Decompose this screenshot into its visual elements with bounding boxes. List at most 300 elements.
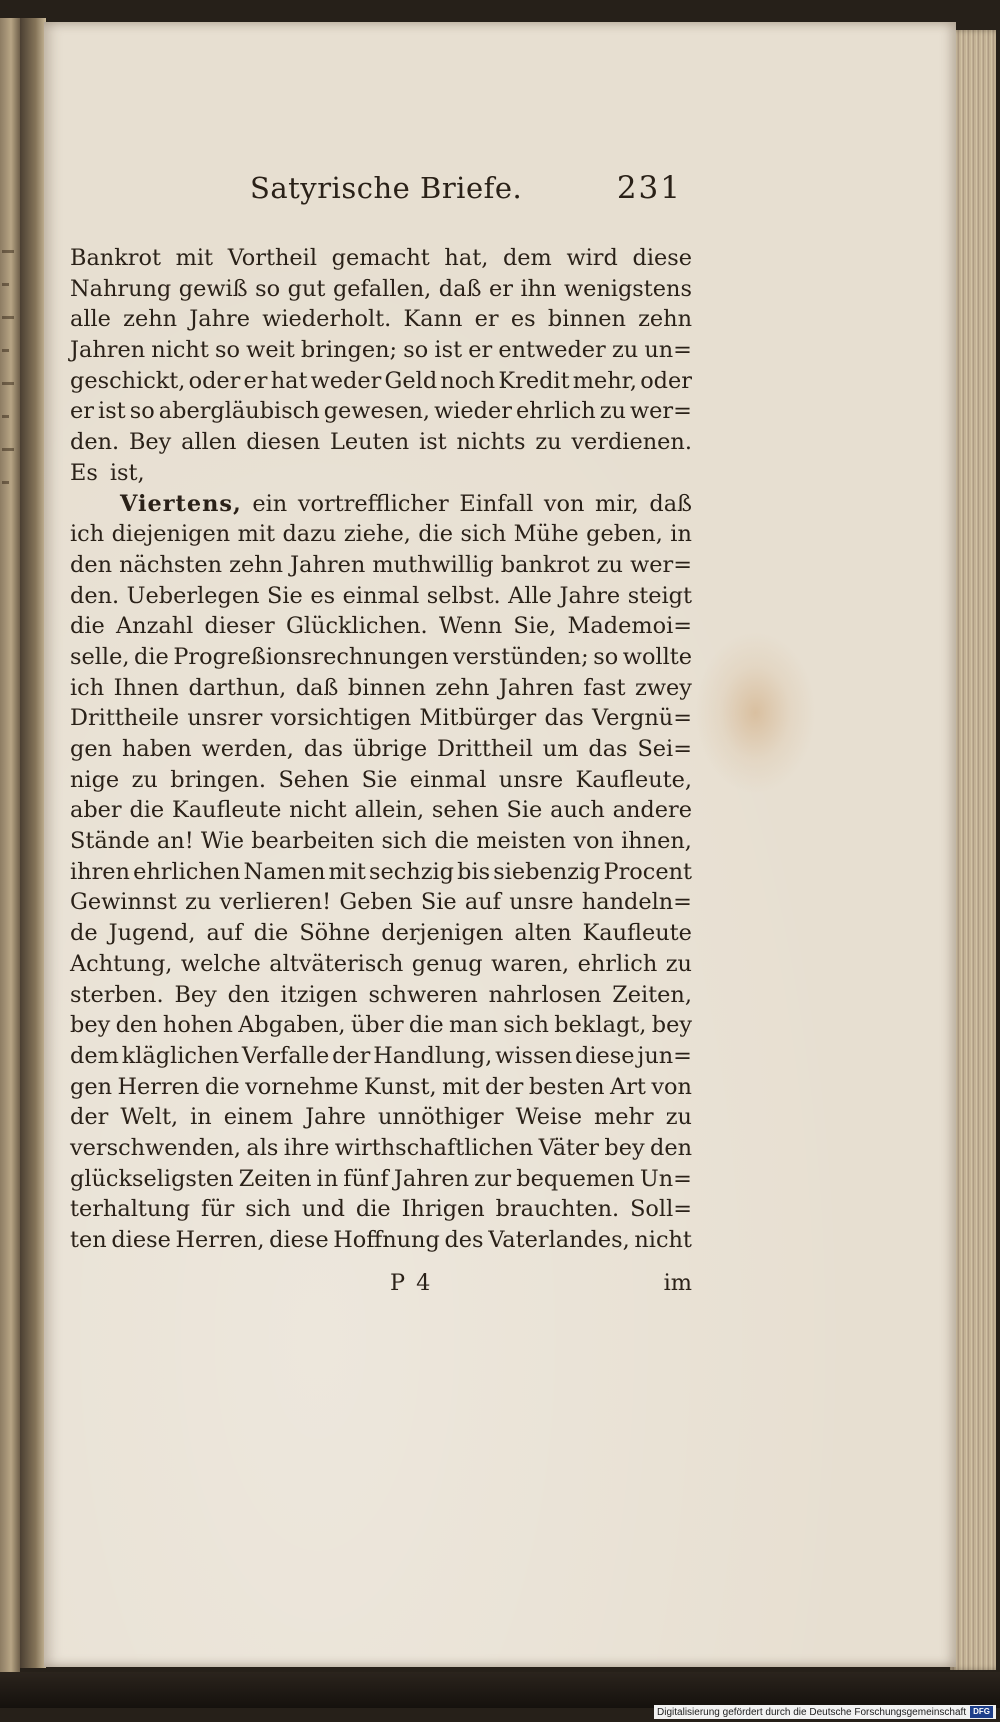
word: bis (457, 858, 491, 885)
word: Wie (200, 828, 244, 855)
word: ist (434, 337, 463, 364)
word: dieser (204, 613, 275, 640)
word: Drittheil (437, 736, 533, 762)
word: ein (252, 490, 288, 517)
word: Sie (506, 797, 543, 824)
word: Herren, (175, 1227, 265, 1253)
word: auch (550, 797, 605, 824)
word: wissen (495, 1042, 573, 1069)
word: haben (121, 736, 192, 762)
word: genug (411, 950, 483, 977)
word: in (670, 521, 692, 548)
word: gewiß (178, 275, 248, 302)
word: den. (70, 429, 120, 456)
page-edge-stack (950, 30, 996, 1670)
word: Mühe (513, 521, 579, 548)
word: übrige (352, 736, 428, 762)
word: Ihnen (113, 674, 179, 701)
word: meisten (476, 828, 567, 855)
word: das (544, 705, 584, 732)
word: beklagt, (554, 1012, 647, 1039)
text-line (70, 673, 692, 704)
word: Procent (603, 858, 692, 885)
word: Kaufleute (171, 797, 282, 824)
word: diese (575, 1042, 635, 1069)
word: so (403, 337, 429, 364)
word: brauchten. (495, 1196, 620, 1223)
word: zwey (635, 674, 692, 701)
dfg-logo: DFG (970, 1706, 993, 1718)
word: ehrlich (516, 398, 596, 425)
word: er (474, 306, 499, 333)
word: Jahren (393, 1165, 469, 1192)
running-title: Satyrische Briefe. (250, 171, 523, 205)
word: zehn (123, 306, 178, 333)
text-line (70, 519, 692, 550)
text-line (70, 335, 692, 366)
word: in (190, 1104, 212, 1131)
word: un= (644, 337, 692, 364)
text-line (70, 1194, 692, 1225)
word: Kunst, (363, 1073, 437, 1100)
word: der (70, 1104, 109, 1131)
word: entweder (498, 337, 606, 364)
text-line (70, 489, 692, 520)
word: nichts (456, 429, 526, 456)
word: Handlung, (373, 1042, 493, 1069)
word: Progreßionsrechnungen (173, 643, 449, 670)
text-line (70, 427, 692, 458)
facing-page-marks (2, 250, 20, 514)
word: Jahren (498, 674, 574, 701)
word: binnen (347, 674, 426, 701)
word: glückseligsten (70, 1165, 234, 1192)
word: Drittheile (70, 705, 180, 732)
scanner-bottom-band (0, 1672, 1000, 1708)
word: Sie, (513, 613, 557, 640)
word: handeln= (581, 889, 692, 916)
text-line (70, 1164, 692, 1195)
page-footer (70, 1270, 692, 1302)
word: itzigen (280, 981, 358, 1008)
signature-mark: P 4 (390, 1270, 433, 1296)
word: so (593, 643, 619, 670)
word: an! (156, 828, 194, 855)
word: um (542, 736, 579, 762)
word: verstünden; (453, 643, 589, 670)
word: Vortheil (227, 245, 317, 271)
word: geschickt, (70, 367, 186, 394)
word: selle, (70, 643, 130, 670)
word: sich (381, 828, 428, 855)
word: zehn (435, 674, 490, 701)
word: Gewinnst (70, 889, 177, 916)
word: nige (70, 766, 120, 793)
word: zehn (229, 551, 284, 578)
word: welche (180, 950, 261, 977)
word: Zeiten (238, 1165, 312, 1192)
text-line (70, 765, 692, 796)
word: ihn (520, 275, 557, 302)
word: der (332, 1042, 371, 1069)
word: hat, (444, 245, 489, 271)
word: Mademoi= (567, 613, 692, 640)
word: so (215, 337, 240, 364)
word: Jahre (189, 306, 250, 333)
text-line (70, 396, 692, 427)
word: zu (611, 337, 639, 364)
word: Kredit (498, 367, 570, 394)
word: mit (328, 858, 366, 885)
word: die (129, 797, 165, 824)
word: das (588, 736, 628, 762)
word: diejenigen (111, 521, 231, 548)
word: Abgaben, (238, 1012, 346, 1039)
word: geben, (586, 521, 663, 548)
text-line (70, 304, 692, 335)
word: Bankrot (70, 245, 161, 271)
word: diese (269, 1227, 329, 1253)
word: selbst. (426, 582, 501, 609)
word: jun= (637, 1042, 692, 1069)
word: des (444, 1227, 484, 1253)
text-line (70, 1010, 692, 1041)
word: zu (599, 398, 626, 425)
word: er (70, 398, 94, 425)
word: allein, (354, 797, 425, 824)
scan-credit-text: Digitalisierung gefördert durch die Deutsche Forschungsgemeinschaft (657, 1706, 967, 1718)
word: einmal (342, 582, 420, 609)
word: die (70, 613, 105, 640)
word: den (227, 981, 270, 1008)
word: derjenigen (381, 920, 504, 947)
word: Leuten (330, 429, 410, 456)
word: ehrlichen (133, 858, 241, 885)
word: nicht (289, 797, 347, 824)
word: zu (535, 429, 562, 456)
word: sterben. (70, 981, 164, 1008)
body-text (70, 243, 692, 1256)
word: nicht (634, 1227, 692, 1253)
word: einem (223, 1104, 294, 1131)
word: Kaufleute, (575, 766, 692, 793)
word: kläglichen (121, 1042, 240, 1069)
word: Sie (267, 582, 303, 609)
word: fast (583, 674, 626, 701)
word: ziehe, (343, 521, 411, 548)
word: besten (528, 1073, 605, 1100)
text-line (70, 1041, 692, 1072)
word: fünf (343, 1165, 389, 1192)
word: sich (503, 1012, 549, 1039)
word: man (449, 1012, 499, 1039)
word: so (255, 275, 281, 302)
word: Verfalle (241, 1042, 330, 1069)
text-line (70, 980, 692, 1011)
word: diesen (246, 429, 321, 456)
word: ehrlich (577, 950, 658, 977)
word: terhaltung (70, 1196, 191, 1223)
text-line (70, 887, 692, 918)
word: das (303, 736, 343, 762)
word: so (129, 398, 155, 425)
word: Welt, (120, 1104, 179, 1131)
word: unsrer (187, 705, 263, 732)
scan-credit (654, 1705, 996, 1719)
word: Jugend, (108, 920, 196, 947)
word: die (418, 521, 454, 548)
word: der (485, 1073, 524, 1100)
word: daß (649, 490, 692, 517)
word: schweren (368, 981, 478, 1008)
word: von (651, 1073, 692, 1100)
word: weit (246, 337, 295, 364)
word: hohen (162, 1012, 233, 1039)
word: die (355, 1196, 391, 1223)
word: bey (651, 1012, 692, 1039)
word: verlieren! (219, 889, 332, 916)
word: gefallen, (332, 275, 432, 302)
word: Achtung, (70, 950, 173, 977)
word: Vergnü= (591, 705, 692, 732)
word: steigt (627, 582, 692, 609)
text-line (70, 1072, 692, 1103)
word: auf (464, 889, 501, 916)
word: allen (181, 429, 237, 456)
text-line (70, 949, 692, 980)
word: daß (438, 275, 482, 302)
catchword: im (663, 1270, 692, 1296)
text-line (70, 642, 692, 673)
word: gen (70, 1073, 113, 1100)
word: wer= (630, 398, 692, 425)
word: gemacht (331, 245, 430, 271)
word: den. (70, 582, 120, 609)
word: siebenzig (493, 858, 601, 885)
word: wenigstens (563, 275, 692, 302)
word: sehen (431, 797, 499, 824)
word: dem (70, 1042, 119, 1069)
word: Un= (639, 1165, 692, 1192)
word: Geben (339, 889, 413, 916)
word: alten (514, 920, 572, 947)
word: wieder (434, 398, 512, 425)
text-line (70, 918, 692, 949)
word: den (70, 551, 113, 578)
word: ist (419, 429, 447, 456)
word: nahrlosen (488, 981, 602, 1008)
word: darthun, (188, 674, 287, 701)
text-line (70, 366, 692, 397)
word: wiederholt. (262, 306, 392, 333)
text-line (70, 243, 692, 274)
word: einmal (409, 766, 487, 793)
word: Geld (384, 367, 438, 394)
word: Namen (243, 858, 326, 885)
word: Glücklichen. (285, 613, 428, 640)
word: mit (442, 1073, 480, 1100)
word: den (115, 1012, 158, 1039)
word: mir, (595, 490, 639, 517)
word: mit (237, 521, 275, 548)
word: diese (632, 245, 692, 271)
word: als (246, 1134, 279, 1161)
word: sechzig (369, 858, 454, 885)
word: für (200, 1196, 235, 1223)
text-line (70, 734, 692, 765)
text-line (70, 1225, 692, 1256)
word: ihren (70, 858, 130, 885)
word: Mitbürger (419, 705, 537, 732)
word: Zeiten, (612, 981, 692, 1008)
word: Jahre (559, 582, 621, 609)
text-line (70, 826, 692, 857)
word: hat (270, 367, 308, 394)
word: Sei= (637, 736, 692, 762)
word: zu (665, 1104, 692, 1131)
page-header (250, 170, 682, 210)
word: Hoffnung (333, 1227, 440, 1253)
word: von (573, 828, 614, 855)
word: vorsichtigen (270, 705, 412, 732)
word: noch (440, 367, 496, 394)
word: weder (310, 367, 382, 394)
word: unnöthiger (377, 1104, 504, 1131)
word: sich (245, 1196, 291, 1223)
text-line (70, 581, 692, 612)
word: er (488, 275, 513, 302)
word: Soll= (630, 1196, 692, 1223)
word: ihre (283, 1134, 330, 1161)
word: die (253, 920, 289, 947)
word: die (434, 828, 470, 855)
word: die (134, 643, 169, 670)
word: bequemen (516, 1165, 635, 1192)
binding-gutter (20, 18, 46, 1668)
text-line (70, 274, 692, 305)
word: Sie (361, 766, 398, 793)
word: es (510, 306, 536, 333)
page-number: 231 (616, 170, 682, 206)
word: Art (610, 1073, 646, 1100)
word: Einfall (459, 490, 534, 517)
text-line (70, 611, 692, 642)
text-line (70, 1133, 692, 1164)
word: in (316, 1165, 339, 1192)
word: binnen (547, 306, 626, 333)
word: Weise (515, 1104, 582, 1131)
word: bearbeiten (251, 828, 375, 855)
word: Stände (70, 828, 150, 855)
word: er (243, 367, 268, 394)
word: Bey (174, 981, 217, 1008)
word: abergläubisch (158, 398, 320, 425)
word: dem (502, 245, 552, 271)
word: Ueberlegen (126, 582, 260, 609)
word: Jahre (305, 1104, 366, 1131)
word: die (408, 1012, 444, 1039)
word: zu (131, 766, 158, 793)
word: Alle (508, 582, 552, 609)
word: vornehme (245, 1073, 359, 1100)
word: gen (70, 736, 113, 762)
word: alle (70, 306, 111, 333)
word: verschwenden, (70, 1134, 242, 1161)
word: zu (185, 889, 212, 916)
word: werden, (201, 736, 294, 762)
word: bey (70, 1012, 111, 1039)
word: wer= (630, 551, 692, 578)
word: Viertens, (120, 490, 242, 517)
word: Herren (117, 1073, 200, 1100)
word: ten (70, 1227, 107, 1253)
word: Söhne (299, 920, 371, 947)
word: Kaufleute (582, 920, 692, 947)
text-line (70, 458, 692, 489)
word: bringen; (300, 337, 398, 364)
word: mehr (594, 1104, 654, 1131)
word: wollte (622, 643, 692, 670)
word: ich (70, 521, 105, 548)
word: wirthschaftlichen (334, 1134, 534, 1161)
word: unsre (498, 766, 564, 793)
word: Bey (128, 429, 172, 456)
word: diese (111, 1227, 171, 1253)
word: über (350, 1012, 404, 1039)
word: zu (665, 950, 692, 977)
word: Vaterlandes, (488, 1227, 630, 1253)
word: oder (640, 367, 692, 394)
word: andere (612, 797, 692, 824)
word: er (468, 337, 493, 364)
text-line (70, 1102, 692, 1133)
word: dazu (282, 521, 337, 548)
word: Kann (403, 306, 463, 333)
word: Nahrung (70, 275, 172, 302)
word: sich (460, 521, 507, 548)
word: Anzahl (115, 613, 194, 640)
word: Jahren (70, 337, 146, 364)
word: ist, (109, 459, 145, 486)
text-line (70, 857, 692, 888)
word: ist (98, 398, 126, 425)
word: zehn (638, 306, 692, 333)
word: bankrot (500, 551, 590, 578)
word: Ihrigen (401, 1196, 485, 1223)
word: nächsten (119, 551, 223, 578)
word: vortrefflicher (297, 490, 449, 517)
word: Jahren (290, 551, 366, 578)
text-line (70, 795, 692, 826)
word: gut (287, 275, 326, 302)
word: mehr, (572, 367, 638, 394)
text-line (70, 703, 692, 734)
text-line (70, 550, 692, 581)
word: aber (70, 797, 122, 824)
word: zu (596, 551, 623, 578)
word: verdienen. (571, 429, 692, 456)
word: Väter (538, 1134, 599, 1161)
word: gewesen, (323, 398, 430, 425)
word: den (649, 1134, 692, 1161)
word: die (204, 1073, 240, 1100)
word: de (70, 920, 98, 947)
word: ihnen, (621, 828, 692, 855)
word: bringen. (170, 766, 267, 793)
word: mit (175, 245, 214, 271)
word: ich (70, 674, 105, 701)
word: muthwillig (372, 551, 494, 578)
